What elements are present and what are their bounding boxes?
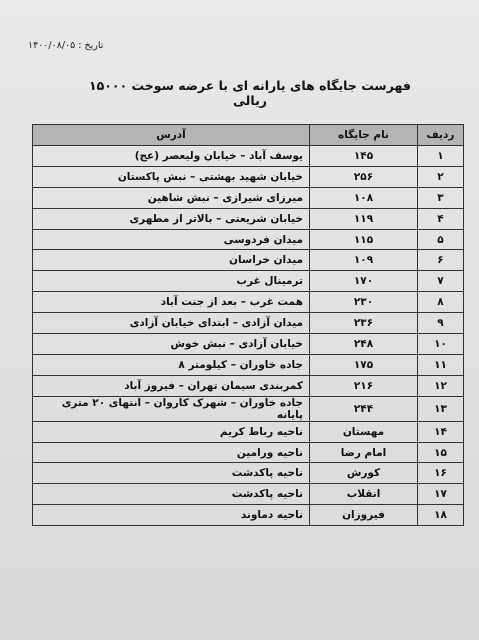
address-cell: خیابان شریعتی – بالاتر از مطهری: [33, 208, 310, 229]
table-row: [33, 463, 464, 484]
station-name-cell: امام رضا: [310, 442, 418, 463]
address-cell: کمربندی سیمان تهران – فیروز آباد: [33, 375, 310, 396]
row-number-cell: ۱۷: [418, 484, 464, 505]
station-name-cell: ۱۷۵: [310, 354, 418, 375]
row-number-cell: ۲: [418, 166, 464, 187]
table-header-row: [33, 125, 464, 146]
table-row: [33, 375, 464, 396]
table-row: [33, 313, 464, 334]
address-cell: خیابان آزادی – نبش خوش: [33, 334, 310, 355]
table-row: [33, 208, 464, 229]
station-name-cell: ۲۱۶: [310, 375, 418, 396]
date-line: تاریخ : ۱۴۰۰/۰۸/۰۵: [28, 40, 104, 51]
row-number-cell: ۱۴: [418, 421, 464, 442]
table-row: [33, 187, 464, 208]
row-number-cell: ۱۱: [418, 354, 464, 375]
row-number-cell: ۹: [418, 313, 464, 334]
table-row: [33, 334, 464, 355]
row-number-cell: ۷: [418, 271, 464, 292]
address-cell: ناحیه پاکدشت: [33, 463, 310, 484]
row-number-cell: ۵: [418, 229, 464, 250]
table-row: [33, 354, 464, 375]
row-number-cell: ۱۵: [418, 442, 464, 463]
address-cell: جاده خاوران – کیلومتر ۸: [33, 354, 310, 375]
table-row: [33, 442, 464, 463]
header-station-name: نام جایگاه: [310, 125, 418, 146]
table-row: [33, 505, 464, 526]
station-name-cell: ۱۱۵: [310, 229, 418, 250]
row-number-cell: ۸: [418, 292, 464, 313]
station-name-cell: ۱۰۸: [310, 187, 418, 208]
station-name-cell: ۲۳۶: [310, 313, 418, 334]
address-cell: همت غرب – بعد از جنت آباد: [33, 292, 310, 313]
station-name-cell: انقلاب: [310, 484, 418, 505]
table-row: [33, 271, 464, 292]
row-number-cell: ۶: [418, 250, 464, 271]
table-row: [33, 421, 464, 442]
station-name-cell: مهستان: [310, 421, 418, 442]
table-body: [33, 146, 464, 526]
address-cell: میدان آزادی – ابتدای خیابان آزادی: [33, 313, 310, 334]
address-cell: ناحیه دماوند: [33, 505, 310, 526]
row-number-cell: ۱۶: [418, 463, 464, 484]
address-cell: یوسف آباد – خیابان ولیعصر (عج): [33, 146, 310, 167]
stations-table: [32, 124, 464, 526]
row-number-cell: ۴: [418, 208, 464, 229]
station-name-cell: ۲۴۸: [310, 334, 418, 355]
table-row: [33, 292, 464, 313]
address-cell: میرزای شیرازی – نبش شاهین: [33, 187, 310, 208]
row-number-cell: ۱۲: [418, 375, 464, 396]
document-title: فهرست جایگاه های یارانه ای با عرضه سوخت ۱۵۰۰۰ ریالی: [89, 78, 411, 108]
address-cell: ناحیه پاکدشت: [33, 484, 310, 505]
table-row: [33, 396, 464, 421]
station-name-cell: فیروزان: [310, 505, 418, 526]
row-number-cell: ۱: [418, 146, 464, 167]
address-cell: میدان فردوسی: [33, 229, 310, 250]
address-cell: خیابان شهید بهشتی – نبش پاکستان: [33, 166, 310, 187]
table-row: [33, 229, 464, 250]
table-row: [33, 250, 464, 271]
header-address: آدرس: [33, 125, 310, 146]
station-name-cell: ۲۴۴: [310, 396, 418, 421]
address-cell: جاده خاوران – شهرک کاروان – انتهای ۲۰ متری پایانه: [33, 396, 310, 421]
row-number-cell: ۳: [418, 187, 464, 208]
station-name-cell: ۲۵۶: [310, 166, 418, 187]
header-row-number: ردیف: [418, 125, 464, 146]
address-cell: میدان خراسان: [33, 250, 310, 271]
station-name-cell: ۱۱۹: [310, 208, 418, 229]
row-number-cell: ۱۳: [418, 396, 464, 421]
station-name-cell: ۱۴۵: [310, 146, 418, 167]
station-name-cell: ۱۰۹: [310, 250, 418, 271]
row-number-cell: ۱۸: [418, 505, 464, 526]
address-cell: ناحیه ورامین: [33, 442, 310, 463]
table-row: [33, 146, 464, 167]
table-row: [33, 166, 464, 187]
table-row: [33, 484, 464, 505]
address-cell: ناحیه رباط کریم: [33, 421, 310, 442]
station-name-cell: کورش: [310, 463, 418, 484]
row-number-cell: ۱۰: [418, 334, 464, 355]
station-name-cell: ۱۷۰: [310, 271, 418, 292]
address-cell: ترمینال غرب: [33, 271, 310, 292]
station-name-cell: ۲۳۰: [310, 292, 418, 313]
